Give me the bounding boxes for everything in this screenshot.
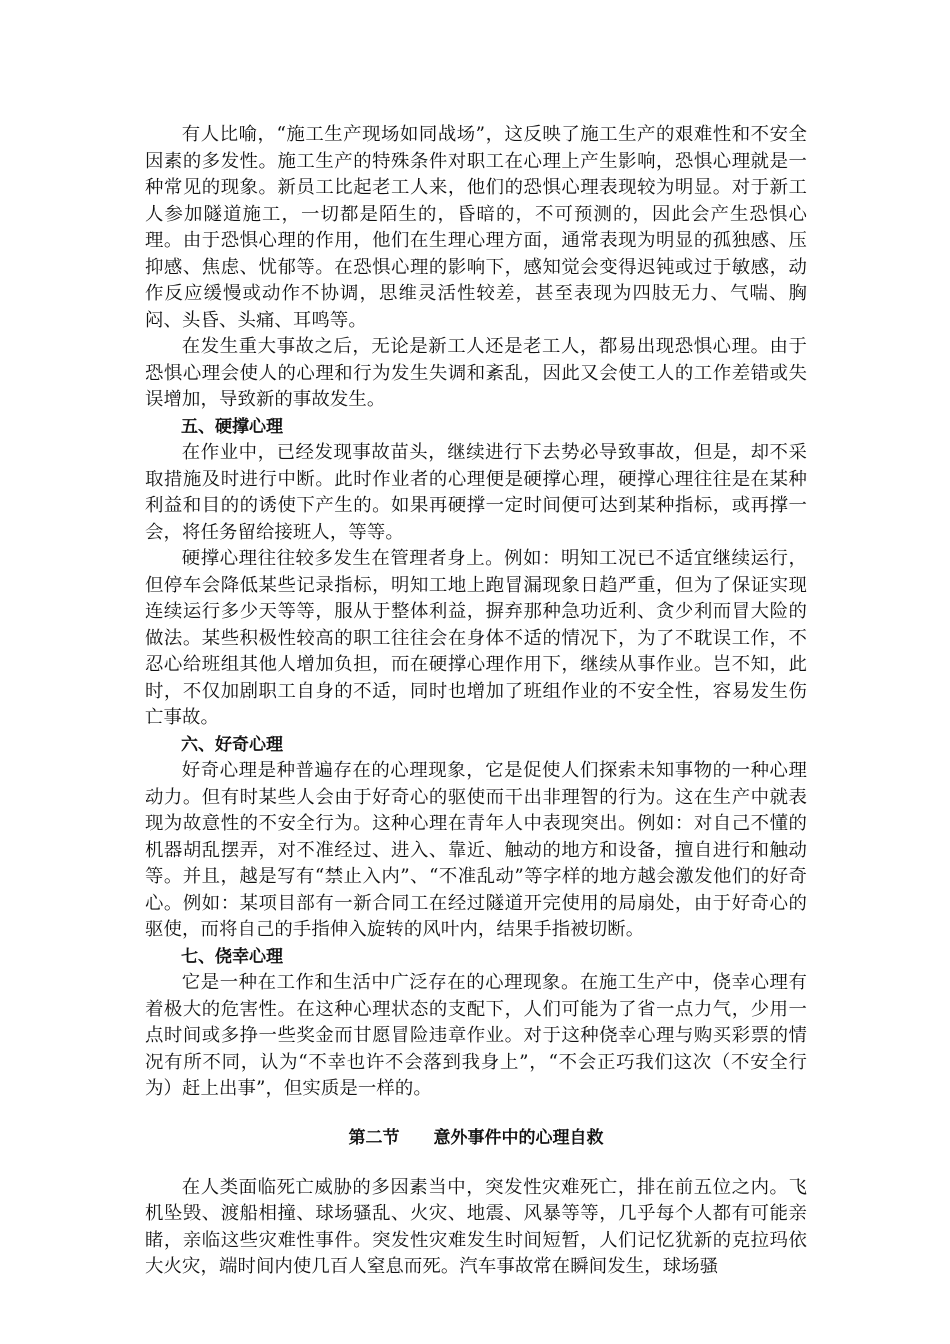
heading-stubborn-psychology: 五、硬撑心理: [181, 416, 283, 437]
document-page: [145, 122, 807, 1281]
paragraph-sudden-disaster: 在人类面临死亡威胁的多因素当中，突发性灾难死亡，排在前五位之内。飞机坠毁、渡船相撞、球场骚乱、火灾、地震、风暴等等，几乎每个人都有可能亲睹，亲临这些灾难性事件。突发性灾难发生时间短暂，人们记忆犹新的克拉玛依大火灾，端时间内使几百人窒息而死。汽车事故常在瞬间发生，球场骚: [145, 1176, 807, 1277]
heading-luck-psychology: 七、侥幸心理: [181, 946, 283, 967]
paragraph-stubborn-definition: 在作业中，已经发现事故苗头，继续进行下去势必导致事故，但是，却不采取措施及时进行中断。此时作业者的心理便是硬撑心理，硬撑心理往往是在某种利益和目的的诱使下产生的。如果再硬撑一定时间便可达到某种指标，或再撑一会，将任务留给接班人，等等。: [145, 442, 807, 543]
paragraph-curiosity: 好奇心理是种普遍存在的心理现象，它是促使人们探索未知事物的一种心理动力。但有时某些人会由于好奇心的驱使而干出非理智的行为。这在生产中就表现为故意性的不安全行为。这种心理在青年人中表现突出。例如：对自己不懂的机器胡乱摆弄，对不准经过、进入、靠近、触动的地方和设备，擅自进行和触动等。并且，越是写有“禁止入内”、“不准乱动”等字样的地方越会激发他们的好奇心。例如：某项目部有一新合同工在经过隧道开完使用的局扇处，由于好奇心的驱使，而将自己的手指伸入旋转的风叶内，结果手指被切断。: [145, 760, 807, 940]
paragraph-stubborn-managers: 硬撑心理往往较多发生在管理者身上。例如：明知工况已不适宜继续运行，但停车会降低某些记录指标，明知工地上跑冒漏现象日趋严重，但为了保证实现连续运行多少天等等，服从于整体利益，摒弃那种急功近利、贪少利而冒大险的做法。某些积极性较高的职工往往会在身体不适的情况下，为了不耽误工作，不忍心给班组其他人增加负担，而在硬撑心理作用下，继续从事作业。岂不知，此时，不仅加剧职工自身的不适，同时也增加了班组作业的不安全性，容易发生伤亡事故。: [145, 548, 807, 728]
paragraph-luck: 它是一种在工作和生活中广泛存在的心理现象。在施工生产中，侥幸心理有着极大的危害性。在这种心理状态的支配下，人们可能为了省一点力气，少用一点时间或多挣一些奖金而甘愿冒险违章作业。对于这种侥幸心理与购买彩票的情况有所不同，认为“不幸也许不会落到我身上”，“不会正巧我们这次（不安全行为）赶上出事”，但实质是一样的。: [145, 972, 807, 1099]
paragraph-fear-psychology: 有人比喻，“施工生产现场如同战场”，这反映了施工生产的艰难性和不安全因素的多发性。施工生产的特殊条件对职工在心理上产生影响，恐惧心理就是一种常见的现象。新员工比起老工人来，他们的恐惧心理表现较为明显。对于新工人参加隧道施工，一切都是陌生的，昏暗的，不可预测的，因此会产生恐惧心理。由于恐惧心理的作用，他们在生理心理方面，通常表现为明显的孤独感、压抑感、焦虑、忧郁等。在恐惧心理的影响下，感知觉会变得迟钝或过于敏感，动作反应缓慢或动作不协调，思维灵活性较差，甚至表现为四肢无力、气喘、胸闷、头昏、头痛、耳鸣等。: [145, 124, 807, 331]
section-title: 第二节 意外事件中的心理自救: [348, 1127, 604, 1148]
paragraph-fear-after-accident: 在发生重大事故之后，无论是新工人还是老工人，都易出现恐惧心理。由于恐惧心理会使人的心理和行为发生失调和紊乱，因此又会使工人的工作差错或失误增加，导致新的事故发生。: [145, 336, 807, 410]
heading-curiosity-psychology: 六、好奇心理: [181, 734, 283, 755]
